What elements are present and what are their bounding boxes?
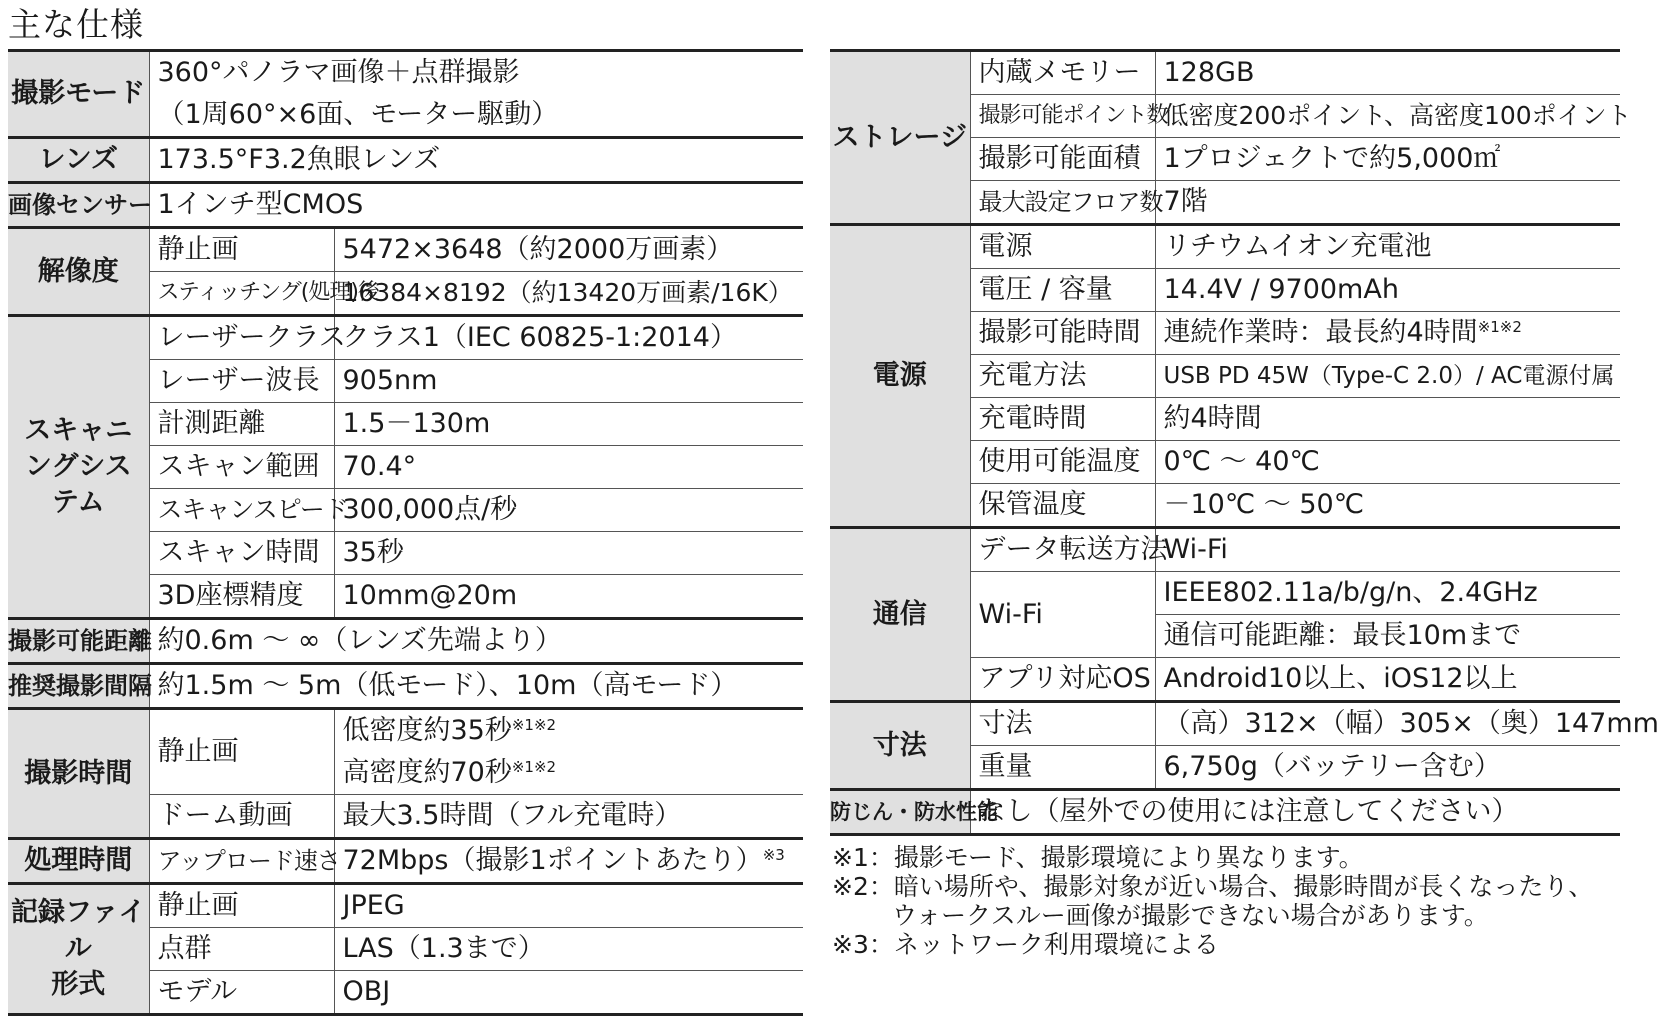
row-laser-class	[8, 316, 803, 360]
shooting-time-still-high	[334, 752, 803, 795]
note-mark: ※1※2	[511, 716, 557, 734]
laser-class-value: クラス1（IEC 60825-1:2014）	[334, 316, 803, 360]
upload-speed-label: アップロード速さ	[149, 839, 334, 884]
lens-value: 173.5°F3.2魚眼レンズ	[149, 138, 803, 183]
resolution-stitched-label: スティッチング(処理)後	[149, 272, 334, 316]
category-file-format-line2: 形式	[51, 969, 106, 1000]
category-scanning-line3: テム	[51, 487, 105, 518]
row-processing-time	[8, 839, 803, 884]
operating-time-value	[1155, 312, 1620, 355]
category-scanning-line2: ングシス	[24, 451, 132, 482]
shooting-time-still-label: 静止画	[149, 709, 334, 795]
scan-time-label: スキャン時間	[149, 532, 334, 575]
resolution-stitched-value: 16384×8192（約13420万画素/16K）	[334, 272, 803, 316]
row-power-source	[830, 225, 1620, 269]
transfer-method-label: データ転送方法	[970, 528, 1155, 572]
resolution-still-value: 5472×3648（約2000万画素）	[334, 228, 803, 272]
dome-video-value: 最大3.5時間（フル充電時）	[334, 795, 803, 839]
format-model-label: モデル	[149, 971, 334, 1015]
row-shooting-distance	[8, 619, 803, 664]
points-value: 低密度200ポイント、高密度100ポイント	[1155, 95, 1620, 138]
charge-method-label: 充電方法	[970, 355, 1155, 398]
storage-temp-label: 保管温度	[970, 484, 1155, 528]
laser-class-label: レーザークラス	[149, 316, 334, 360]
resolution-still-label: 静止画	[149, 228, 334, 272]
dimensions-label: 寸法	[970, 702, 1155, 746]
category-resolution: 解像度	[8, 228, 149, 316]
scan-speed-value: 300,000点/秒	[334, 489, 803, 532]
page-title: 主な仕様	[8, 5, 144, 44]
still-high-text: 高密度約70秒	[342, 757, 512, 788]
footnotes	[832, 843, 1593, 959]
operating-time-label: 撮影可能時間	[970, 312, 1155, 355]
points-label: 撮影可能ポイント数	[970, 95, 1155, 138]
sensor-value: 1インチ型CMOS	[149, 183, 803, 228]
row-recommended-interval	[8, 664, 803, 709]
category-recommended-interval: 推奨撮影間隔	[8, 664, 149, 709]
row-internal-memory	[830, 51, 1620, 95]
floors-value: 7階	[1155, 181, 1620, 225]
scan-range-value: 70.4°	[334, 446, 803, 489]
app-os-label: アプリ対応OS	[970, 658, 1155, 702]
note-mark: ※1※2	[511, 758, 557, 776]
laser-wavelength-value: 905nm	[334, 360, 803, 403]
wifi-label: Wi-Fi	[970, 572, 1155, 658]
format-pointcloud-value: LAS（1.3まで）	[334, 928, 803, 971]
scan-speed-label: スキャンスピード	[149, 489, 334, 532]
operating-time-text: 連続作業時：最長約4時間	[1163, 317, 1478, 348]
weight-label: 重量	[970, 746, 1155, 790]
area-value: 1プロジェクトで約5,000㎡	[1155, 138, 1620, 181]
dome-video-label: ドーム動画	[149, 795, 334, 839]
measure-distance-label: 計測距離	[149, 403, 334, 446]
accuracy-label: 3D座標精度	[149, 575, 334, 619]
upload-speed-text: 72Mbps（撮影1ポイントあたり）	[342, 845, 763, 876]
category-shooting-distance: 撮影可能距離	[8, 619, 149, 664]
category-storage: ストレージ	[830, 51, 970, 225]
category-processing-time: 処理時間	[8, 839, 149, 884]
footnote-3: ※3：ネットワーク利用環境による	[832, 930, 1219, 959]
category-file-format	[8, 884, 149, 1015]
note-mark: ※1※2	[1477, 318, 1522, 336]
voltage-label: 電圧 / 容量	[970, 269, 1155, 312]
category-communication: 通信	[830, 528, 970, 702]
category-scanning-system	[8, 316, 149, 619]
spec-table-left	[8, 49, 803, 1016]
spec-table-right	[830, 49, 1659, 836]
power-source-value: リチウムイオン充電池	[1155, 225, 1620, 269]
footnote-1: ※1：撮影モード、撮影環境により異なります。	[832, 843, 1364, 872]
app-os-value: Android10以上、iOS12以上	[1155, 658, 1620, 702]
row-shooting-mode	[8, 51, 803, 95]
note-mark: ※3	[762, 846, 785, 864]
shooting-mode-line1: 360°パノラマ画像＋点群撮影	[149, 51, 803, 95]
storage-temp-value: －10℃ ～ 50℃	[1155, 484, 1620, 528]
charge-time-label: 充電時間	[970, 398, 1155, 441]
voltage-value: 14.4V / 9700mAh	[1155, 269, 1620, 312]
recommended-interval-value: 約1.5m ～ 5m（低モード）、10m（高モード）	[149, 664, 803, 709]
area-label: 撮影可能面積	[970, 138, 1155, 181]
weight-value: 6,750g（バッテリー含む）	[1155, 746, 1620, 790]
category-dimensions: 寸法	[830, 702, 970, 790]
category-shooting-mode: 撮影モード	[8, 51, 149, 138]
charge-time-value: 約4時間	[1155, 398, 1620, 441]
scan-time-value: 35秒	[334, 532, 803, 575]
category-shooting-time: 撮影時間	[8, 709, 149, 839]
shooting-mode-line2: （1周60°×6面、モーター駆動）	[149, 94, 803, 138]
shooting-distance-value: 約0.6m ～ ∞（レンズ先端より）	[149, 619, 803, 664]
row-dustproof	[830, 790, 1620, 835]
laser-wavelength-label: レーザー波長	[149, 360, 334, 403]
charge-method-value: USB PD 45W（Type-C 2.0）/ AC電源付属	[1155, 355, 1620, 398]
scan-range-label: スキャン範囲	[149, 446, 334, 489]
footnote-2: ※2：暗い場所や、撮影対象が近い場合、撮影時間が長くなったり、	[832, 872, 1594, 901]
wifi-standard-value: IEEE802.11a/b/g/n、2.4GHz	[1155, 572, 1620, 615]
row-dimensions	[830, 702, 1620, 746]
dustproof-value: なし（屋外での使用には注意してください）	[970, 790, 1620, 835]
memory-label: 内蔵メモリー	[970, 51, 1155, 95]
category-sensor: 画像センサー	[8, 183, 149, 228]
footnote-2-continued: ウォークスルー画像が撮影できない場合があります。	[892, 901, 1489, 930]
operating-temp-value: 0℃ ～ 40℃	[1155, 441, 1620, 484]
accuracy-value: 10mm@20m	[334, 575, 803, 619]
floors-label: 最大設定フロア数	[970, 181, 1155, 225]
wifi-range-value: 通信可能距離：最長10mまで	[1155, 615, 1620, 658]
format-still-label: 静止画	[149, 884, 334, 928]
format-model-value: OBJ	[334, 971, 803, 1015]
category-dustproof: 防じん・防水性能	[830, 790, 970, 835]
row-shooting-time-still	[8, 709, 803, 753]
category-scanning-line1: スキャニ	[24, 415, 133, 446]
dimensions-value: （高）312×（幅）305×（奥）147mm	[1155, 702, 1620, 746]
category-power: 電源	[830, 225, 970, 528]
transfer-method-value: Wi-Fi	[1155, 528, 1620, 572]
row-transfer-method	[830, 528, 1620, 572]
power-source-label: 電源	[970, 225, 1155, 269]
shooting-time-still-low	[334, 709, 803, 753]
format-pointcloud-label: 点群	[149, 928, 334, 971]
row-lens	[8, 138, 803, 183]
row-format-still	[8, 884, 803, 928]
category-lens: レンズ	[8, 138, 149, 183]
operating-temp-label: 使用可能温度	[970, 441, 1155, 484]
row-sensor	[8, 183, 803, 228]
measure-distance-value: 1.5－130m	[334, 403, 803, 446]
category-file-format-line1: 記録ファイル	[11, 897, 146, 964]
still-low-text: 低密度約35秒	[342, 715, 512, 746]
row-resolution-still	[8, 228, 803, 272]
upload-speed-value	[334, 839, 803, 884]
format-still-value: JPEG	[334, 884, 803, 928]
memory-value: 128GB	[1155, 51, 1620, 95]
